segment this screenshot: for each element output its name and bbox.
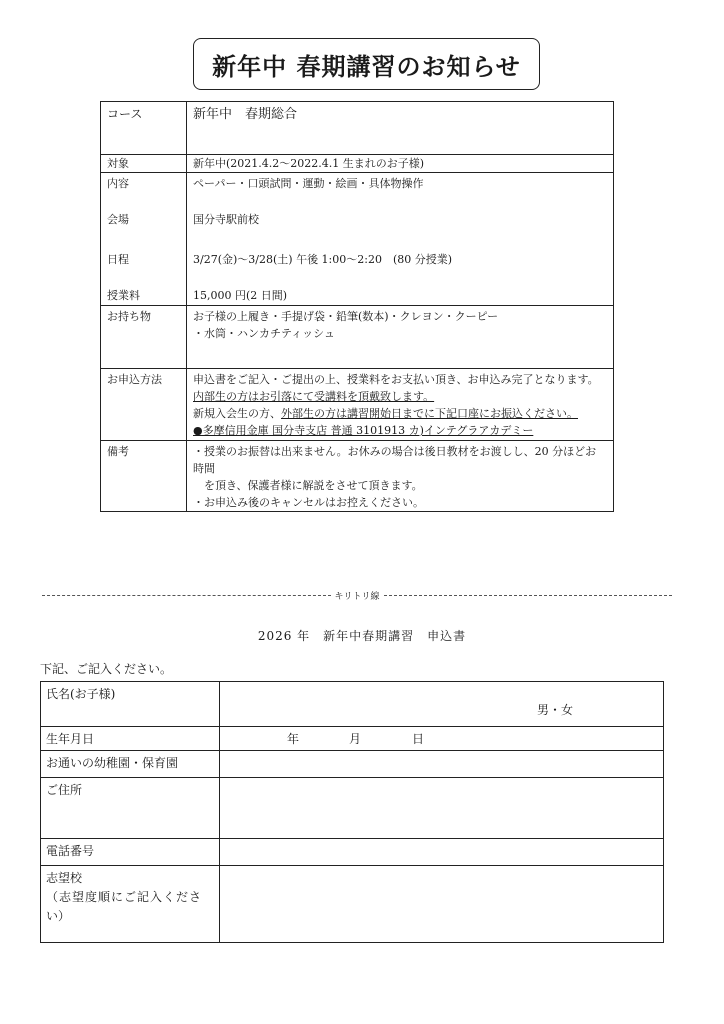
schedule-label: 日程 — [107, 253, 129, 266]
birth-label: 生年月日 — [41, 727, 220, 751]
birth-day: 日 — [412, 732, 425, 746]
target-row — [101, 155, 614, 173]
birth-month: 月 — [349, 732, 362, 746]
form-intro: 下記、ご記入ください。 — [40, 662, 173, 676]
birth-year: 年 — [287, 732, 300, 746]
birth-row — [41, 727, 664, 751]
target-label: 対象 — [107, 157, 129, 170]
content-label: 内容 — [107, 177, 129, 190]
school-row — [41, 751, 664, 778]
notes-line-2: を頂き、保護者様に解説をさせて頂きます。 — [193, 479, 423, 492]
apply-line-3a: 新規入会生の方、 — [193, 407, 281, 420]
bank-account: ●多摩信用金庫 国分寺支店 普通 3101913 カ)インテグラアカデミー — [193, 424, 534, 437]
address-label: ご住所 — [41, 778, 220, 839]
venue-value: 国分寺駅前校 — [193, 213, 259, 226]
cut-line — [42, 589, 672, 601]
items-line-1: お子様の上履き・手提げ袋・鉛筆(数本)・クレヨン・クーピー — [193, 310, 499, 323]
apply-line-2: 内部生の方はお引落にて受講料を頂戴致します。 — [193, 390, 435, 403]
items-label: お持ち物 — [107, 310, 151, 323]
notes-line-1: ・授業のお振替は出来ません。お休みの場合は後日教材をお渡しし、20 分ほどお時間 — [193, 445, 597, 475]
apply-line-3 — [193, 405, 607, 422]
apply-line-3b: 外部生の方は講習開始日までに下記口座にお振込ください。 — [281, 407, 578, 420]
apply-label: お申込方法 — [107, 373, 162, 386]
choice-row — [41, 866, 664, 943]
name-label: 氏名(お子様) — [41, 682, 220, 727]
page-title: 新年中 春期講習のお知らせ — [193, 38, 540, 90]
course-value: 新年中 春期総合 — [193, 107, 298, 122]
school-label: お通いの幼稚園・保育園 — [41, 751, 220, 778]
choice-field[interactable] — [220, 866, 664, 943]
choice-label-3: い） — [46, 909, 71, 923]
cut-line-dash-right — [384, 595, 673, 596]
school-field[interactable] — [220, 751, 664, 778]
birth-field[interactable] — [220, 727, 664, 751]
cut-line-dash-left — [42, 595, 331, 596]
fee-value: 15,000 円(2 日間) — [193, 289, 288, 302]
notes-row — [101, 441, 614, 512]
notes-line-3: ・お申込み後のキャンセルはお控えください。 — [193, 496, 424, 509]
name-row — [41, 682, 664, 727]
address-field[interactable] — [220, 778, 664, 839]
name-field[interactable] — [220, 682, 664, 727]
cut-line-label: キリトリ線 — [334, 591, 380, 602]
apply-row — [101, 369, 614, 441]
phone-row — [41, 839, 664, 866]
course-info-table — [100, 101, 614, 512]
items-row — [101, 306, 614, 369]
phone-field[interactable] — [220, 839, 664, 866]
form-title: 2026 年 新年中春期講習 申込書 — [257, 629, 467, 643]
items-line-2: ・水筒・ハンカチティッシュ — [193, 327, 335, 340]
choice-label-1: 志望校 — [46, 871, 83, 885]
details-row — [101, 173, 614, 306]
address-row — [41, 778, 664, 839]
schedule-value: 3/27(金)～3/28(土) 午後 1:00～2:20 (80 分授業) — [193, 253, 453, 266]
course-label: コース — [107, 107, 143, 121]
gender-choice[interactable]: 男・女 — [536, 703, 573, 717]
application-form-table — [40, 681, 664, 943]
content-value: ペーパー・口頭試問・運動・絵画・具体物操作 — [193, 177, 424, 190]
notes-label: 備考 — [107, 445, 129, 458]
venue-label: 会場 — [107, 213, 129, 226]
apply-line-1: 申込書をご記入・ご提出の上、授業料をお支払い頂き、お申込み完了となります。 — [193, 373, 599, 386]
fee-label: 授業料 — [107, 289, 140, 302]
course-row — [101, 102, 614, 155]
phone-label: 電話番号 — [41, 839, 220, 866]
choice-label-2: （志望度順にご記入くださ — [46, 890, 203, 904]
target-value: 新年中(2021.4.2～2022.4.1 生まれのお子様) — [193, 157, 425, 170]
